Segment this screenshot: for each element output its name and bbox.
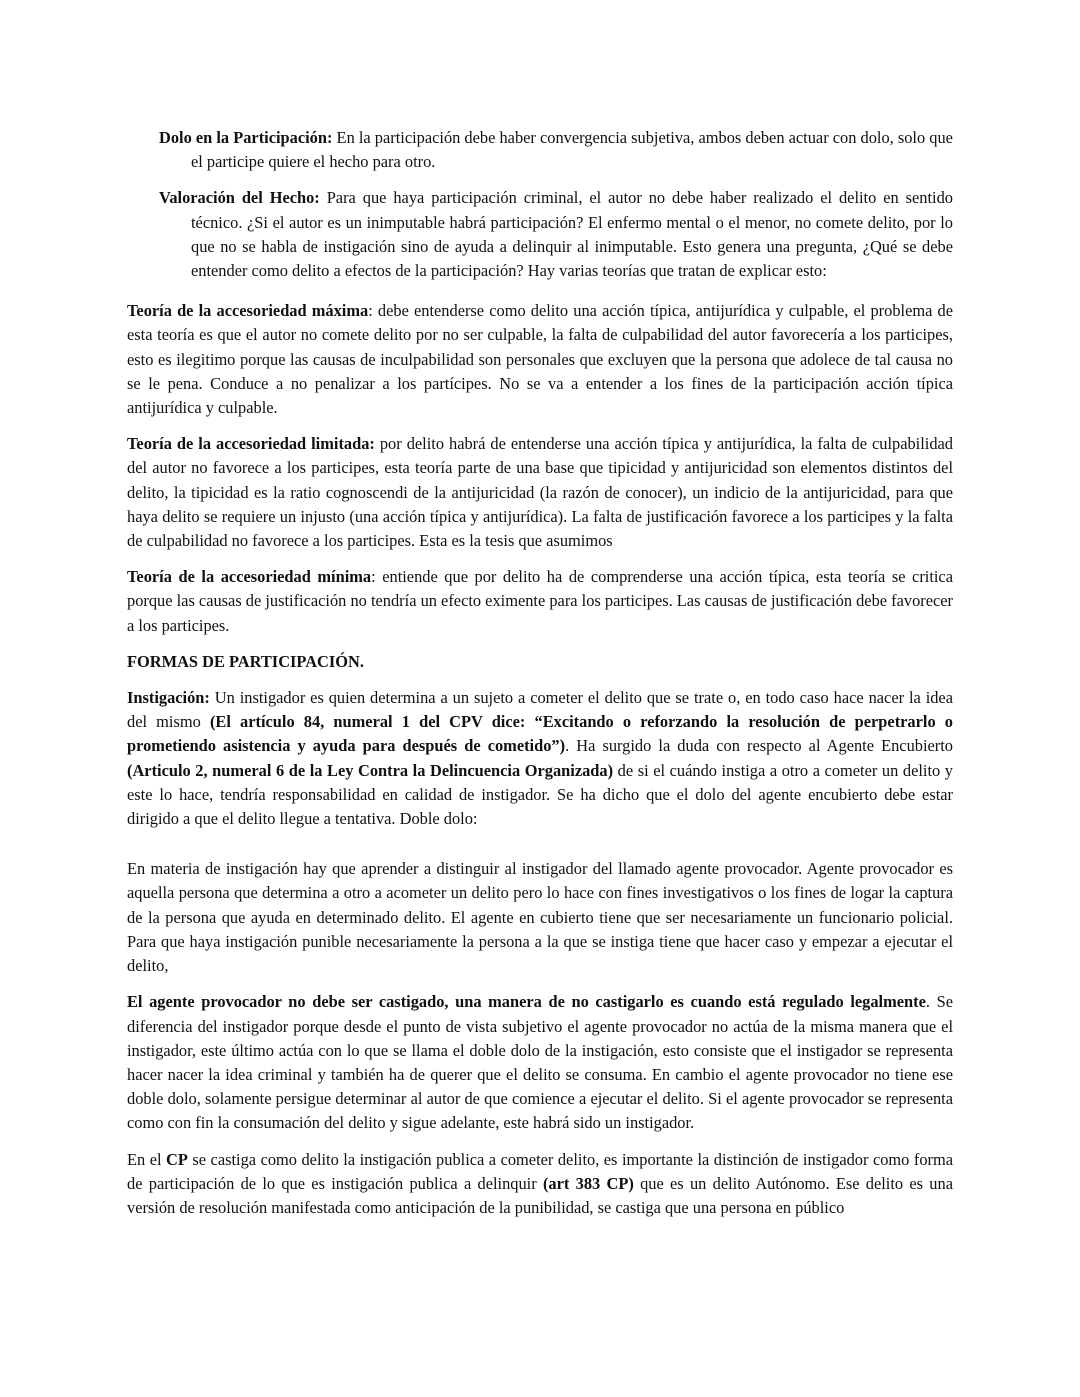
paragraph-accesoriedad-maxima	[127, 299, 953, 420]
paragraph-instigacion	[127, 686, 953, 831]
paragraph-cp	[127, 1148, 953, 1221]
paragraph-castigo	[127, 990, 953, 1135]
text-accesoriedad-limitada: por delito habrá de entenderse una acción típica y antijurídica, la falta de culpabilidad del autor no favorece a los participes, esta teoría parte de una base que tipicidad y antijuricidad son elementos distintos del delito, la tipicidad es la ratio cognoscendi de la antijuricidad (la razón de conocer), un indicio de la antijuricidad, para que haya delito se requiere un injusto (una acción típica y antijurídica). La falta de justificación favorece a los participes y la falta de culpabilidad no favorece a los participes. Esta es la tesis que asumimos	[127, 434, 953, 551]
text-dolo: En la participación debe haber convergencia subjetiva, ambos deben actuar con dolo, solo que el participe quiere el hecho para otro.	[191, 128, 953, 172]
text-cp-bold: CP	[166, 1149, 188, 1169]
label-dolo: Dolo en la Participación:	[159, 128, 333, 147]
citation-ley-delincuencia: (Articulo 2, numeral 6 de la Ley Contra la Delincuencia Organizada)	[127, 760, 614, 780]
text-cp-2: se castiga como delito la instigación publica a cometer delito, es importante la distinción de instigador como forma de participación de lo que es instigación publica a delinquir	[127, 1149, 953, 1193]
paragraph-dolo	[159, 126, 953, 174]
citation-cpv: (El artículo 84, numeral 1 del CPV dice: “Excitando o reforzando la resolución de perpetrarlo o prometiendo asistencia y ayuda para después de cometido”)	[127, 712, 953, 756]
label-accesoriedad-minima: Teoría de la accesoriedad mínima	[127, 567, 372, 587]
label-instigacion: Instigación:	[127, 688, 210, 708]
paragraph-accesoriedad-limitada	[127, 432, 953, 553]
label-accesoriedad-maxima: Teoría de la accesoriedad máxima	[127, 301, 369, 321]
text-instigacion-1: Un instigador es quien determina a un sujeto a cometer el delito que se trate o, en todo caso hace nacer la idea del mismo	[127, 688, 953, 732]
text-accesoriedad-maxima: : debe entenderse como delito una acción típica, antijurídica y culpable, el problema de esta teoría es que el autor no comete delito por no ser culpable, la falta de culpabilidad del autor favorecería a los participes, esto es ilegitimo porque las causas de inculpabilidad son personales que excluyen que la persona que adolece de tal causa no se le pena. Conduce a no penalizar a los partícipes. No se va a entender a los fines de la participación acción típica antijurídica y culpable.	[127, 301, 953, 418]
document-page	[127, 126, 953, 1220]
text-cp-3: que es un delito Autónomo. Ese delito es una versión de resolución manifestada como anticipación de la punibilidad, se castiga que una persona en público	[127, 1173, 953, 1217]
label-valoracion: Valoración del Hecho:	[159, 188, 320, 208]
paragraph-valoracion	[159, 186, 953, 283]
text-valoracion: Para que haya participación criminal, el autor no debe haber realizado el delito en sentido técnico. ¿Si el autor es un inimputable habrá participación? El enfermo mental o el menor, no comete delito, por lo que no se habla de instigación sino de ayuda a delinquir al inimputable. Esto genera una pregunta, ¿Qué se debe entender como delito a efectos de la participación? Hay varias teorías que tratan de explicar esto:	[191, 188, 953, 281]
section-heading: FORMAS DE PARTICIPACIÓN.	[127, 651, 364, 671]
text-accesoriedad-minima: : entiende que por delito ha de comprenderse una acción típica, esta teoría se critica porque las causas de justificación no tendría un efecto eximente para los participes. Las causas de justificación debe favorecer a los participes.	[127, 567, 954, 635]
text-cp-1: En el	[127, 1149, 167, 1169]
text-castigo-bold: El agente provocador no debe ser castigado, una manera de no castigarlo es cuando está regulado legalmente	[127, 992, 926, 1012]
citation-art-383: (art 383 CP)	[542, 1173, 634, 1193]
text-instigacion-2: . Ha surgido la duda con respecto al Agente Encubierto	[565, 736, 953, 756]
text-instigacion-3: de si el cuándo instiga a otro a cometer un delito y este lo hace, tendría responsabilidad en calidad de instigador. Se ha dicho que el dolo del agente encubierto debe estar dirigido a que el delito llegue a tentativa. Doble dolo:	[127, 760, 954, 829]
text-castigo: . Se diferencia del instigador porque desde el punto de vista subjetivo el agente provocador no actúa de la misma manera que el instigador, este último actúa con lo que se llama el doble dolo de la instigación, esto consiste que el instigador se representa hacer nacer la idea criminal y también ha de querer que el delito se consuma. En cambio el agente provocador no tiene ese doble dolo, solamente persigue determinar al autor de que comience a ejecutar el delito. Si el agente provocador se representa como con fin la consumación del delito y sigue adelante, este habrá sido un instigador.	[127, 992, 953, 1133]
label-accesoriedad-limitada: Teoría de la accesoriedad limitada:	[127, 434, 375, 454]
paragraph-accesoriedad-minima	[127, 565, 953, 638]
paragraph-agente-provocador: En materia de instigación hay que aprender a distinguir al instigador del llamado agente provocador. Agente provocador es aquella persona que determina a otro a acometer un delito pero lo hace con fines investigativos o los fines de logar la captura de la persona que ayuda en determinado delito. El agente en cubierto tiene que ser necesariamente un funcionario policial. Para que haya instigación punible necesariamente la persona a la que se instiga tiene que hacer caso y empezar a ejecutar el delito,	[127, 859, 953, 976]
